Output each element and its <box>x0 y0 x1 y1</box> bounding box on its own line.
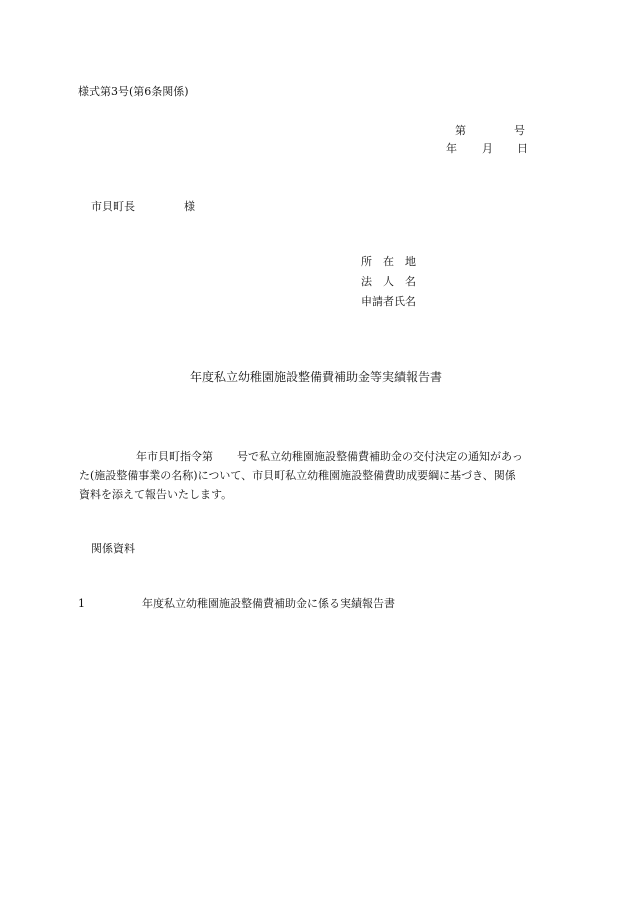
applicant-corporation-label: 法 人 名 <box>361 275 416 288</box>
applicant-address-label: 所 在 地 <box>361 255 416 268</box>
applicant-name-label: 申請者氏名 <box>361 295 416 308</box>
body-line-3: 資料を添えて報告いたします。 <box>79 488 233 501</box>
date-day: 日 <box>517 142 528 155</box>
body-line-1-part-a: 年市貝町指令第 <box>136 450 213 463</box>
date-year: 年 <box>446 142 457 155</box>
body-line-2: た(施設整備事業の名称)について、市貝町私立幼稚園施設整備費助成要綱に基づき、関係 <box>79 469 516 482</box>
addressee-name: 市貝町長 <box>91 200 135 213</box>
addressee-honorific: 様 <box>184 200 195 213</box>
document-title: 年度私立幼稚園施設整備費補助金等実績報告書 <box>190 370 443 384</box>
report-body <box>79 447 559 504</box>
applicant-block <box>361 256 416 316</box>
document-number-suffix: 号 <box>514 124 525 137</box>
related-documents-heading: 関係資料 <box>91 542 135 555</box>
document-number-prefix: 第 <box>455 124 466 137</box>
date-month: 月 <box>482 142 493 155</box>
body-line-1 <box>79 447 559 466</box>
form-number-label: 様式第3号(第6条関係) <box>78 85 189 98</box>
list-item-number: 1 <box>78 597 85 610</box>
list-item-text: 年度私立幼稚園施設整備費補助金に係る実績報告書 <box>142 597 395 610</box>
addressee <box>91 200 195 213</box>
body-line-1-part-b: 号で私立幼稚園施設整備費補助金の交付決定の通知があっ <box>237 450 523 463</box>
